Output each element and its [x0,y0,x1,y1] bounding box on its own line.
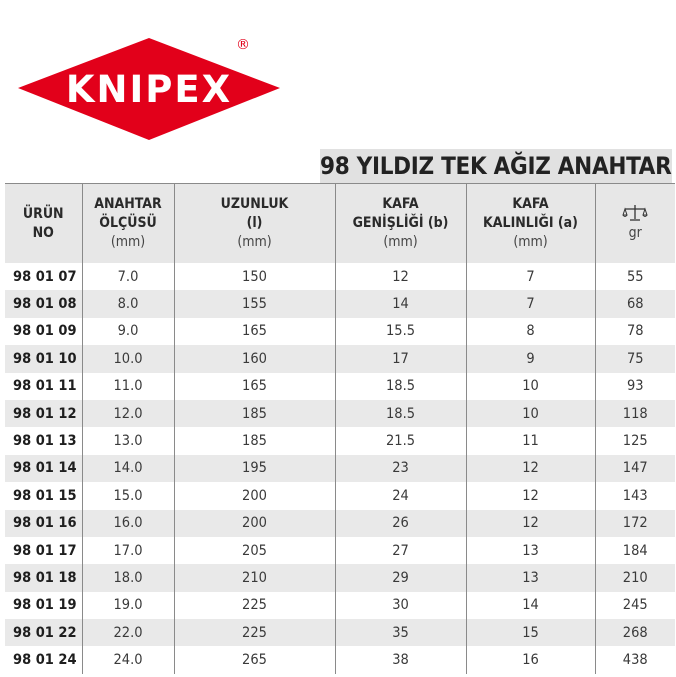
product-no-cell: 98 01 24 [5,646,82,673]
weight-cell: 118 [595,400,675,427]
table-row [5,263,675,290]
header-row [5,184,675,264]
product-no-cell: 98 01 08 [5,290,82,317]
wrench-size-cell: 17.0 [82,537,174,564]
wrench-size-cell: 19.0 [82,592,174,619]
product-no-cell: 98 01 17 [5,537,82,564]
head-thickness-cell: 9 [466,345,595,372]
table-row [5,400,675,427]
table-row [5,619,675,646]
weight-cell: 93 [595,373,675,400]
head-thickness-cell: 16 [466,646,595,673]
table-row [5,318,675,345]
wrench-size-cell: 8.0 [82,290,174,317]
wrench-size-cell: 18.0 [82,564,174,591]
wrench-size-cell: 13.0 [82,427,174,454]
product-no-cell: 98 01 09 [5,318,82,345]
product-no-cell: 98 01 10 [5,345,82,372]
page-title: 98 YILDIZ TEK AĞIZ ANAHTAR [320,152,672,180]
head-width-cell: 30 [335,592,466,619]
wrench-size-cell: 15.0 [82,482,174,509]
weight-cell: 438 [595,646,675,673]
head-thickness-cell: 10 [466,373,595,400]
weight-cell: 184 [595,537,675,564]
table-row [5,482,675,509]
wrench-size-cell: 12.0 [82,400,174,427]
product-no-cell: 98 01 19 [5,592,82,619]
head-thickness-cell: 8 [466,318,595,345]
table-row [5,592,675,619]
wrench-size-cell: 16.0 [82,510,174,537]
weight-cell: 75 [595,345,675,372]
wrench-size-cell: 7.0 [82,263,174,290]
wrench-size-cell: 14.0 [82,455,174,482]
weight-cell: 78 [595,318,675,345]
wrench-size-cell: 24.0 [82,646,174,673]
head-width-cell: 24 [335,482,466,509]
weight-cell: 143 [595,482,675,509]
weight-cell: 55 [595,263,675,290]
table-row [5,537,675,564]
wrench-size-cell: 9.0 [82,318,174,345]
length-cell: 225 [174,592,335,619]
product-table [5,183,675,674]
col-header-wrench-size: ANAHTAR ÖLÇÜSÜ (mm) [82,184,174,264]
weight-cell: 172 [595,510,675,537]
length-cell: 200 [174,510,335,537]
length-cell: 185 [174,400,335,427]
length-cell: 195 [174,455,335,482]
length-cell: 205 [174,537,335,564]
col-header-head-thickness: KAFA KALINLIĞI (a) (mm) [466,184,595,264]
head-width-cell: 26 [335,510,466,537]
product-no-cell: 98 01 07 [5,263,82,290]
product-no-cell: 98 01 13 [5,427,82,454]
product-no-cell: 98 01 12 [5,400,82,427]
length-cell: 265 [174,646,335,673]
product-no-cell: 98 01 18 [5,564,82,591]
weight-cell: 125 [595,427,675,454]
head-width-cell: 21.5 [335,427,466,454]
head-thickness-cell: 13 [466,564,595,591]
col-header-product-no: ÜRÜN NO [5,184,82,264]
registered-mark: ® [236,37,250,53]
head-width-cell: 14 [335,290,466,317]
title-banner [320,149,672,183]
weight-cell: 245 [595,592,675,619]
knipex-logo [18,36,280,146]
head-width-cell: 35 [335,619,466,646]
length-cell: 210 [174,564,335,591]
head-width-cell: 18.5 [335,400,466,427]
col-header-length: UZUNLUK (l) (mm) [174,184,335,264]
product-no-cell: 98 01 11 [5,373,82,400]
weight-cell: 147 [595,455,675,482]
table-row [5,510,675,537]
length-cell: 225 [174,619,335,646]
head-width-cell: 38 [335,646,466,673]
wrench-size-cell: 22.0 [82,619,174,646]
head-thickness-cell: 11 [466,427,595,454]
product-no-cell: 98 01 15 [5,482,82,509]
weight-cell: 268 [595,619,675,646]
length-cell: 165 [174,373,335,400]
table-row [5,564,675,591]
head-width-cell: 18.5 [335,373,466,400]
col-header-weight: gr [595,184,675,264]
col-header-head-width: KAFA GENİŞLİĞİ (b) (mm) [335,184,466,264]
length-cell: 160 [174,345,335,372]
head-width-cell: 12 [335,263,466,290]
head-thickness-cell: 12 [466,510,595,537]
table-row [5,290,675,317]
table-row [5,455,675,482]
weight-cell: 68 [595,290,675,317]
length-cell: 150 [174,263,335,290]
table-body [5,263,675,674]
length-cell: 185 [174,427,335,454]
wrench-size-cell: 10.0 [82,345,174,372]
table-row [5,646,675,673]
head-width-cell: 15.5 [335,318,466,345]
length-cell: 155 [174,290,335,317]
head-thickness-cell: 10 [466,400,595,427]
table-row [5,373,675,400]
head-thickness-cell: 13 [466,537,595,564]
head-thickness-cell: 7 [466,290,595,317]
head-width-cell: 29 [335,564,466,591]
head-width-cell: 27 [335,537,466,564]
head-thickness-cell: 15 [466,619,595,646]
weight-cell: 210 [595,564,675,591]
logo-text: KNIPEX [65,68,233,111]
product-no-cell: 98 01 14 [5,455,82,482]
table-row [5,345,675,372]
head-width-cell: 17 [335,345,466,372]
scale-icon [622,204,648,224]
product-no-cell: 98 01 22 [5,619,82,646]
head-thickness-cell: 14 [466,592,595,619]
wrench-size-cell: 11.0 [82,373,174,400]
length-cell: 200 [174,482,335,509]
head-thickness-cell: 12 [466,455,595,482]
product-no-cell: 98 01 16 [5,510,82,537]
head-width-cell: 23 [335,455,466,482]
length-cell: 165 [174,318,335,345]
head-thickness-cell: 7 [466,263,595,290]
head-thickness-cell: 12 [466,482,595,509]
table-row [5,427,675,454]
